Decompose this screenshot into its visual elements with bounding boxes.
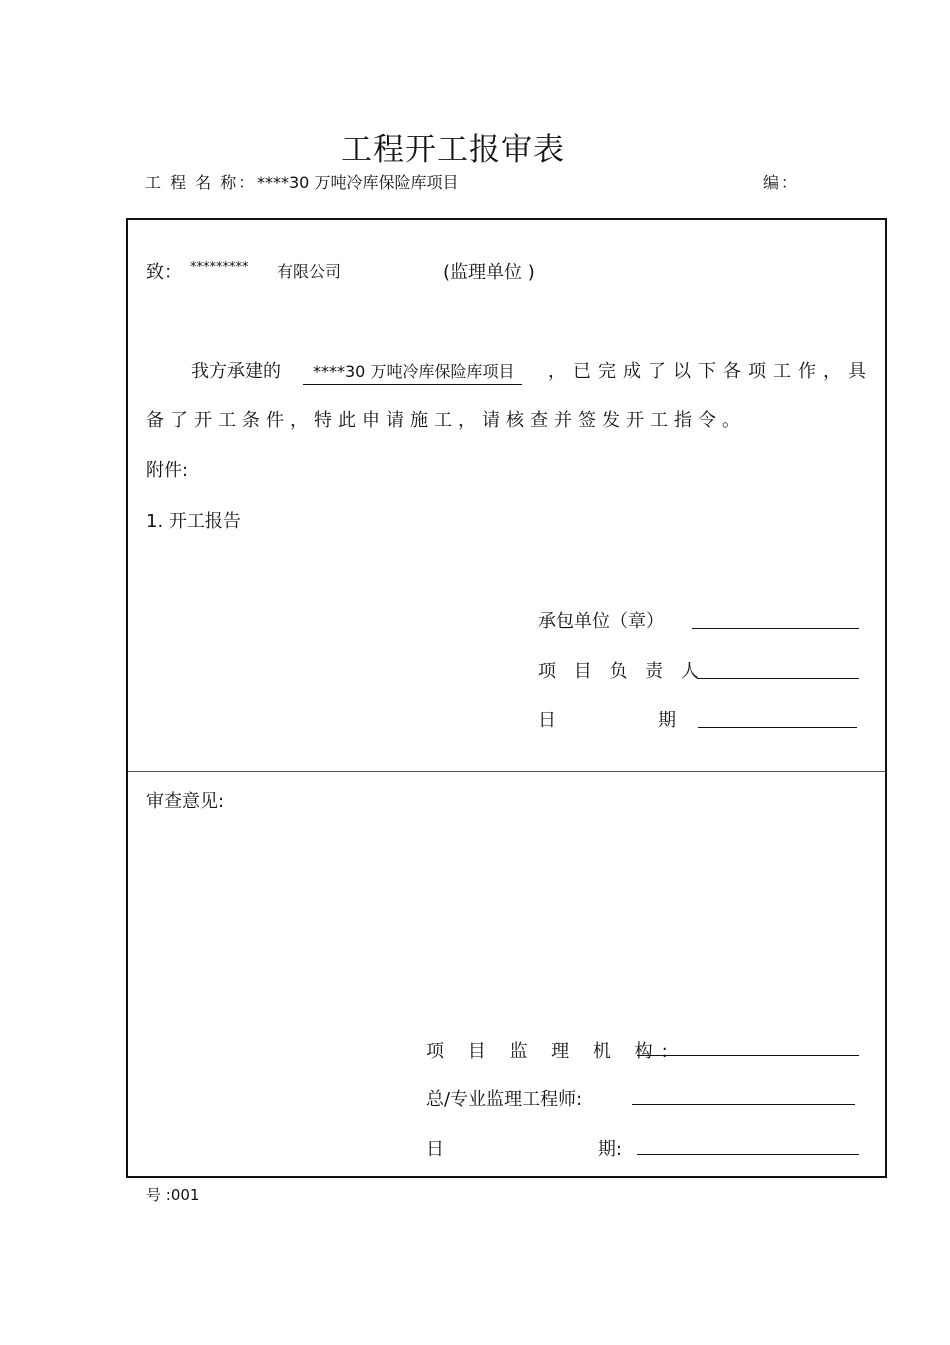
body-project-filled: ****30 万吨冷库保险库项目 <box>303 359 522 385</box>
section-divider <box>128 771 885 772</box>
body-line-2: 备了开工条件，特此申请施工，请核查并签发开工指令。 <box>146 410 746 431</box>
supervising-engineer-label: 总/专业监理工程师: <box>426 1089 583 1110</box>
contractor-unit-signature-line[interactable] <box>692 628 859 629</box>
project-manager-signature-line[interactable] <box>697 678 859 679</box>
date-char-2: 期 <box>658 710 676 731</box>
project-name-value: ****30 万吨冷库保险库项目 <box>257 173 459 192</box>
attachments-label: 附件: <box>146 460 189 481</box>
addressee-company-masked: ********* <box>190 260 249 275</box>
contractor-date-label <box>538 706 676 732</box>
attachment-item-1: 1. 开工报告 <box>146 511 241 532</box>
serial-label: 编： <box>763 173 800 192</box>
supervising-engineer-signature-line[interactable] <box>632 1104 855 1105</box>
project-name-label: 工 程 名 称： <box>145 173 257 192</box>
serial-number: 号 :001 <box>146 1186 200 1204</box>
date-char-1: 日 <box>538 710 556 731</box>
review-date-char-2: 期: <box>597 1139 622 1160</box>
contractor-unit-label: 承包单位（章） <box>538 611 664 632</box>
review-opinion-label: 审查意见: <box>146 791 225 812</box>
body-intro: 我方承建的 <box>191 361 281 382</box>
review-date-label <box>426 1135 622 1161</box>
addressee-role: (监理单位 ) <box>443 262 535 283</box>
page-title: 工程开工报审表 <box>341 132 565 168</box>
addressee-prefix: 致： <box>146 262 182 283</box>
supervision-agency-signature-line[interactable] <box>637 1055 859 1056</box>
review-date-line[interactable] <box>637 1154 859 1155</box>
supervision-agency-label: 项 目 监 理 机 构: <box>426 1041 677 1062</box>
review-date-char-1: 日 <box>426 1139 444 1160</box>
project-manager-label: 项 目 负 责 人 <box>538 661 705 682</box>
contractor-date-line[interactable] <box>698 727 857 728</box>
addressee-company-suffix: 有限公司 <box>277 262 342 281</box>
body-sentence-rest: ，已完成了以下各项工作，具 <box>548 361 873 382</box>
